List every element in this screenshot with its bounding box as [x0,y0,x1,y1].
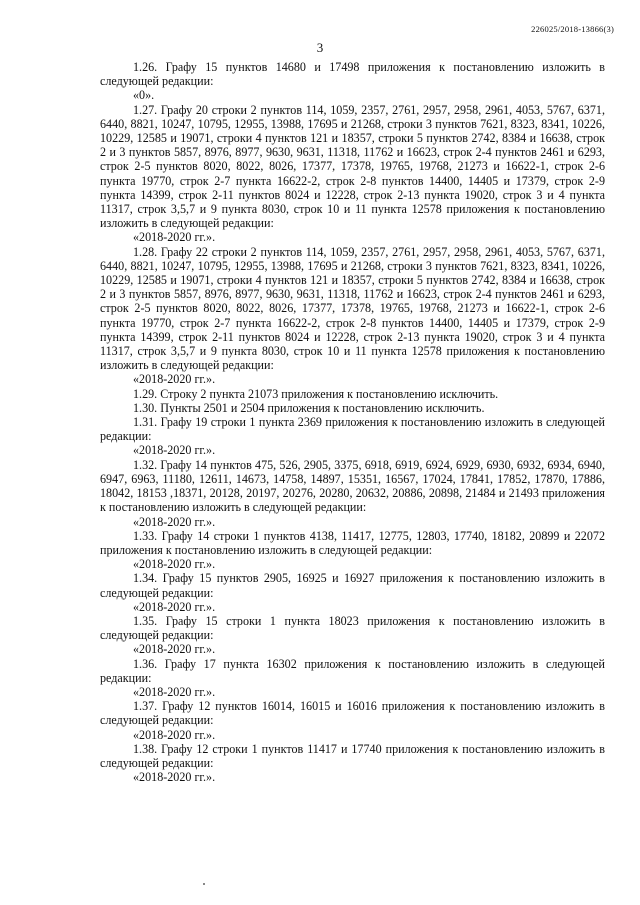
paragraph: «2018-2020 гг.». [133,642,216,657]
paragraph: 1.29. Строку 2 пункта 21073 приложения к постановлению исключить. [133,386,499,401]
paragraph: «2018-2020 гг.». [133,443,216,458]
paragraph: 1.30. Пункты 2501 и 2504 приложения к постановлению исключить. [133,400,485,415]
scan-speck [203,883,205,885]
paragraph: 1.38. Графу 12 строки 1 пунктов 11417 и 17740 приложения к постановлению изложить в следующей редакции: [100,741,605,770]
paragraph: 1.32. Графу 14 пунктов 475, 526, 2905, 3375, 6918, 6919, 6924, 6929, 6930, 6932, 6934, 6940, 6947, 6963, 11180, 12611, 14673, 14758, 14897, 15351, 16567, 17024, 17841, 17852, 17870, 17886, 18042, 18153 ,18371, 20128, 20197, 20276, 20280, 20632, 20886, 20898, 21484 и 21493 приложения к постановлению изложить в следующей редакции: [100,457,605,515]
paragraph: 1.31. Графу 19 строки 1 пункта 2369 приложения к постановлению изложить в следующей редакции: [100,415,605,444]
paragraph: 1.36. Графу 17 пункта 16302 приложения к постановлению изложить в следующей редакции: [100,656,605,685]
document-body [100,60,605,784]
paragraph: «2018-2020 гг.». [133,230,216,245]
paragraph: «2018-2020 гг.». [133,557,216,572]
document-id: 226025/2018-13866(3) [531,24,614,34]
page-number: 3 [316,40,324,55]
paragraph: 1.35. Графу 15 строки 1 пункта 18023 приложения к постановлению изложить в следующей редакции: [100,613,605,643]
paragraph: «2018-2020 гг.». [133,514,216,529]
paragraph: «2018-2020 гг.». [133,599,216,614]
paragraph: 1.27. Графу 20 строки 2 пунктов 114, 1059, 2357, 2761, 2957, 2958, 2961, 4053, 5767, 6371, 6440, 8821, 10247, 10795, 12955, 13988, 17695 и 21268, строки 3 пунктов 7621, 8323, 8341, 10226, 10229, 12585 и 19071, строки 4 пунктов 121 и 18357, строки 5 пунктов 2742, 8384 и 16638, строк 2 и 3 пунктов 5857, 8976, 8977, 9630, 9631, 11318, 11762 и 16623, строк 2-4 пунктов 2461 и 6293, строк 2-5 пунктов 8020, 8022, 8026, 17377, 17378, 19765, 19768, 21273 и 16622-1, строк 2-6 пункта 19770, строк 2-7 пункта 16622-2, строк 2-8 пунктов 14400, 14405 и 17379, строк 2-9 пункта 14399, строк 2-11 пунктов 8024 и 12228, строк 2-13 пункта 19020, строк 3 и 4 пункта 11317, строк 3,5,7 и 9 пункта 8030, строк 10 и 11 пункта 12578 приложения к постановлению изложить в следующей редакции: [100,102,605,231]
paragraph: «2018-2020 гг.». [133,684,216,699]
paragraph: «2018-2020 гг.». [133,727,216,742]
paragraph: 1.37. Графу 12 пунктов 16014, 16015 и 16016 приложения к постановлению изложить в следующей редакции: [100,699,605,728]
paragraph: 1.33. Графу 14 строки 1 пунктов 4138, 11417, 12775, 12803, 17740, 18182, 20899 и 22072 приложения к постановлению изложить в следующей редакции: [100,528,605,557]
paragraph: «2018-2020 гг.». [133,770,216,785]
paragraph: 1.34. Графу 15 пунктов 2905, 16925 и 16927 приложения к постановлению изложить в следующей редакции: [100,571,605,600]
paragraph: «0». [133,88,155,103]
paragraph: 1.26. Графу 15 пунктов 14680 и 17498 приложения к постановлению изложить в следующей редакции: [100,60,605,89]
paragraph: 1.28. Графу 22 строки 2 пунктов 114, 1059, 2357, 2761, 2957, 2958, 2961, 4053, 5767, 6371, 6440, 8821, 10247, 10795, 12955, 13988, 17695 и 21268, строки 3 пунктов 7621, 8323, 8341, 10226, 10229, 12585 и 19071, строки 4 пунктов 121 и 18357, строки 5 пунктов 2742, 8384 и 16638, строк 2 и 3 пунктов 5857, 8976, 8977, 9630, 9631, 11318, 11762 и 16623, строк 2-4 пунктов 2461 и 6293, строк 2-5 пунктов 8020, 8022, 8026, 17377, 17378, 19765, 19768, 21273 и 16622-1, строк 2-6 пункта 19770, строк 2-7 пункта 16622-2, строк 2-8 пунктов 14400, 14405 и 17379, строк 2-9 пункта 14399, строк 2-11 пунктов 8024 и 12228, строк 2-13 пункта 19020, строк 3 и 4 пункта 11317, строк 3,5,7 и 9 пункта 8030, строк 10 и 11 пункта 12578 приложения к постановлению изложить в следующей редакции: [100,244,605,373]
paragraph: «2018-2020 гг.». [133,372,216,387]
